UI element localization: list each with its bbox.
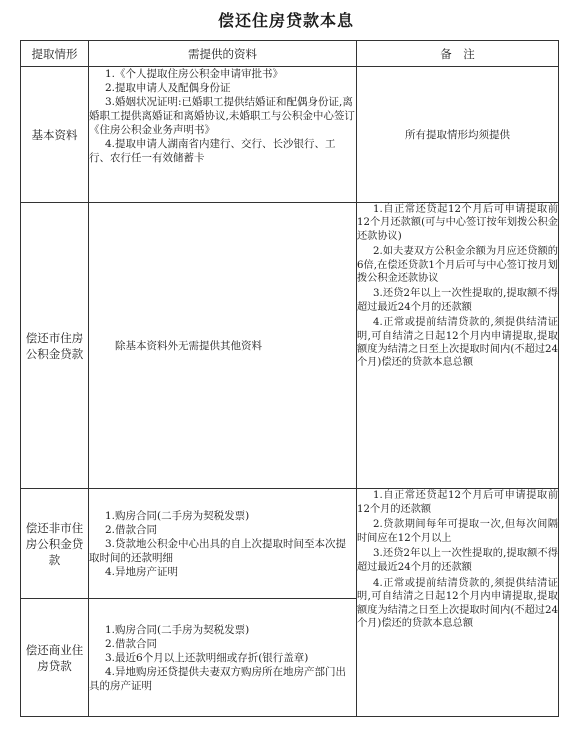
list-item: 4.提取申请人湖南省内建行、交行、长沙银行、工行、农行任一有效储蓄卡 [89, 138, 336, 164]
header-remarks: 备 注 [357, 41, 559, 67]
list-item: 3.婚姻状况证明:已婚职工提供结婚证和配偶身份证,离婚职工提供离婚证和离婚协议,未婚职工与公积金中心签订《住房公积金业务声明书》 [89, 96, 355, 136]
row-label-noncity: 偿还非市住房公积金贷款 [21, 489, 89, 599]
page-title: 偿还住房贷款本息 [217, 11, 354, 30]
materials-commercial [89, 599, 357, 717]
materials-city: 除基本资料外无需提供其他资料 [89, 203, 357, 489]
header-materials: 需提供的资料 [89, 41, 357, 67]
list-item: 3.贷款地公积金中心出具的自上次提取时间至本次提取时间的还款明细 [89, 537, 347, 564]
note-item: 4.正常或提前结清贷款的,须提供结清证明,可自结清之日起12个月内申请提取,提取额度为结清之日至上次提取时间内(不超过24个月)偿还的贷款本息总额 [357, 577, 558, 630]
row-city [21, 203, 559, 489]
remarks-shared [357, 489, 559, 717]
note-item: 3.还贷2年以上一次性提取的,提取额不得超过最近24个月的还款额 [357, 288, 558, 313]
list-item: 1.购房合同(二手房为契税发票) [105, 623, 250, 636]
row-basic [21, 67, 559, 203]
list-item: 4.异地购房还贷提供夫妻双方购房所在地房产部门出具的房产证明 [89, 665, 347, 692]
list-item: 4.异地房产证明 [105, 565, 179, 578]
materials-noncity [89, 489, 357, 599]
note-item: 3.还贷2年以上一次性提取的,提取额不得超过最近24个月的还款额 [357, 548, 558, 573]
list-item: 1.《个人提取住房公积金申请审批书》 [105, 68, 284, 80]
list-item: 2.提取申请人及配偶身份证 [105, 82, 231, 94]
note-item: 4.正常或提前结清贷款的,须提供结清证明,可自结清之日起12个月内申请提取,提取额度为结清之日至上次提取时间内(不超过24个月)偿还的贷款本息总额 [357, 317, 558, 369]
materials-table [20, 40, 559, 717]
note-item: 1.自正常还贷起12个月后可申请提取前12个月还款额(可与中心签订按年划拨公积金还款协议) [357, 204, 558, 242]
row-label-basic: 基本资料 [21, 67, 89, 203]
remarks-city [357, 203, 559, 489]
list-item: 1.购房合同(二手房为契税发票) [105, 509, 250, 522]
note-item: 2.贷款期间每年可提取一次,但每次间隔时间应在12个月以上 [357, 519, 558, 544]
list-item: 2.借款合同 [105, 637, 158, 650]
row-label-city: 偿还市住房公积金贷款 [21, 203, 89, 489]
table-header-row [21, 41, 559, 67]
note-item: 2.如夫妻双方公积金余额为月应还贷额的6倍,在偿还贷款1个月后可与中心签订按月划拨公积金还款协议 [357, 246, 558, 285]
row-label-commercial: 偿还商业住房贷款 [21, 599, 89, 717]
materials-basic [89, 67, 357, 203]
header-situation: 提取情形 [21, 41, 89, 67]
list-item: 3.最近6个月以上还款明细或存折(银行盖章) [105, 651, 309, 664]
note-item: 1.自正常还贷起12个月后可申请提取前12个月的还款额 [357, 490, 558, 515]
list-item: 2.借款合同 [105, 523, 158, 536]
remark-basic: 所有提取情形均须提供 [357, 67, 559, 203]
row-noncity [21, 489, 559, 599]
